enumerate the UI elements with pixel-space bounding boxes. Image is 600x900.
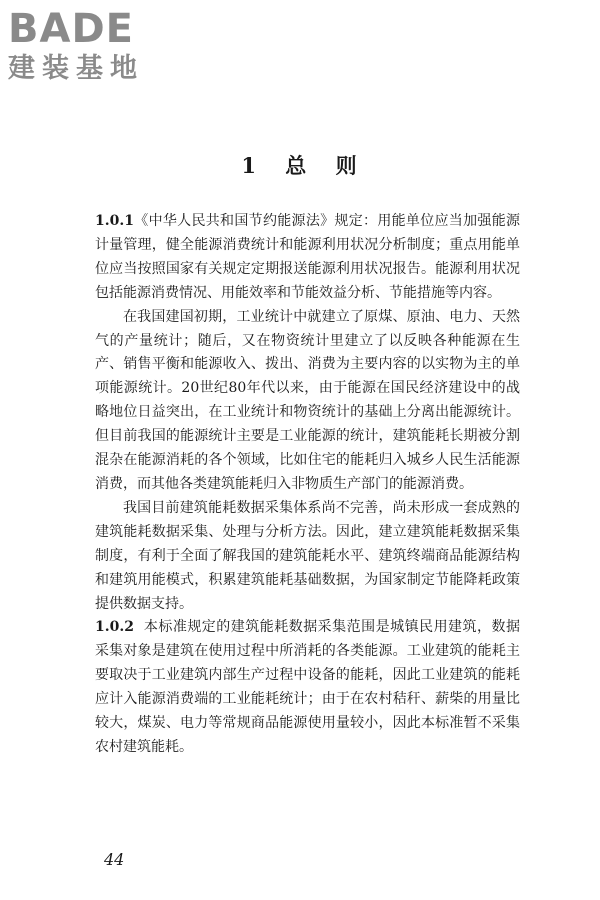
chapter-title: 1 总 则: [241, 153, 359, 178]
clause-number: 1.0.1: [95, 213, 134, 229]
logo-subtitle: 建装基地: [8, 53, 144, 84]
paragraph-text: 本标准规定的建筑能耗数据采集范围是城镇民用建筑，数据采集对象是建筑在使用过程中所消耗的各类能源。工业建筑的能耗主要取决于工业建筑内部生产过程中设备的能耗，因此工业建筑的能耗应计入能源消费端的工业能耗统计；由于在农村秸秆、薪柴的用量比较大，煤炭、电力等常规商品能源使用量较小，因此本标准暂不采集农村建筑能耗。: [95, 619, 520, 755]
paragraph-1-0-1: [95, 210, 520, 306]
page-number: 44: [104, 850, 125, 869]
clause-number: 1.0.2: [95, 619, 134, 636]
paragraph: 我国目前建筑能耗数据采集体系尚不完善，尚未形成一套成熟的建筑能耗数据采集、处理与分析方法。因此，建立建筑能耗数据采集制度，有利于全面了解我国的建筑能耗水平、建筑终端商品能源结构和建筑用能模式，积累建筑能耗基础数据，为国家制定节能降耗政策提供数据支持。: [95, 499, 520, 612]
paragraph: 在我国建国初期，工业统计中就建立了原煤、原油、电力、天然气的产量统计；随后，又在物资统计里建立了以反映各种能源在生产、销售平衡和能源收入、拨出、消费为主要内容的以实物为主的单项能源统计。20世纪80年代以来，由于能源在国民经济建设中的战略地位日益突出，在工业统计和物资统计的基础上分离出能源统计。但目前我国的能源统计主要是工业能源的统计，建筑能耗长期被分割混杂在能源消耗的各个领域，比如住宅的能耗归入城乡人民生活能源消费，而其他各类建筑能耗归入非物质生产部门的能源消费。: [95, 308, 520, 492]
logo-brand: BADE: [8, 6, 134, 52]
paragraph-text: 《中华人民共和国节约能源法》规定：用能单位应当加强能源计量管理，健全能源消费统计和能源利用状况分析制度；重点用能单位应当按照国家有关规定定期报送能源利用状况报告。能源利用状况包括能源消费情况、用能效率和节能效益分析、节能措施等内容。: [95, 213, 520, 301]
document-body: [95, 210, 520, 760]
logo: [8, 6, 183, 86]
paragraph-1-0-2: [95, 616, 520, 759]
